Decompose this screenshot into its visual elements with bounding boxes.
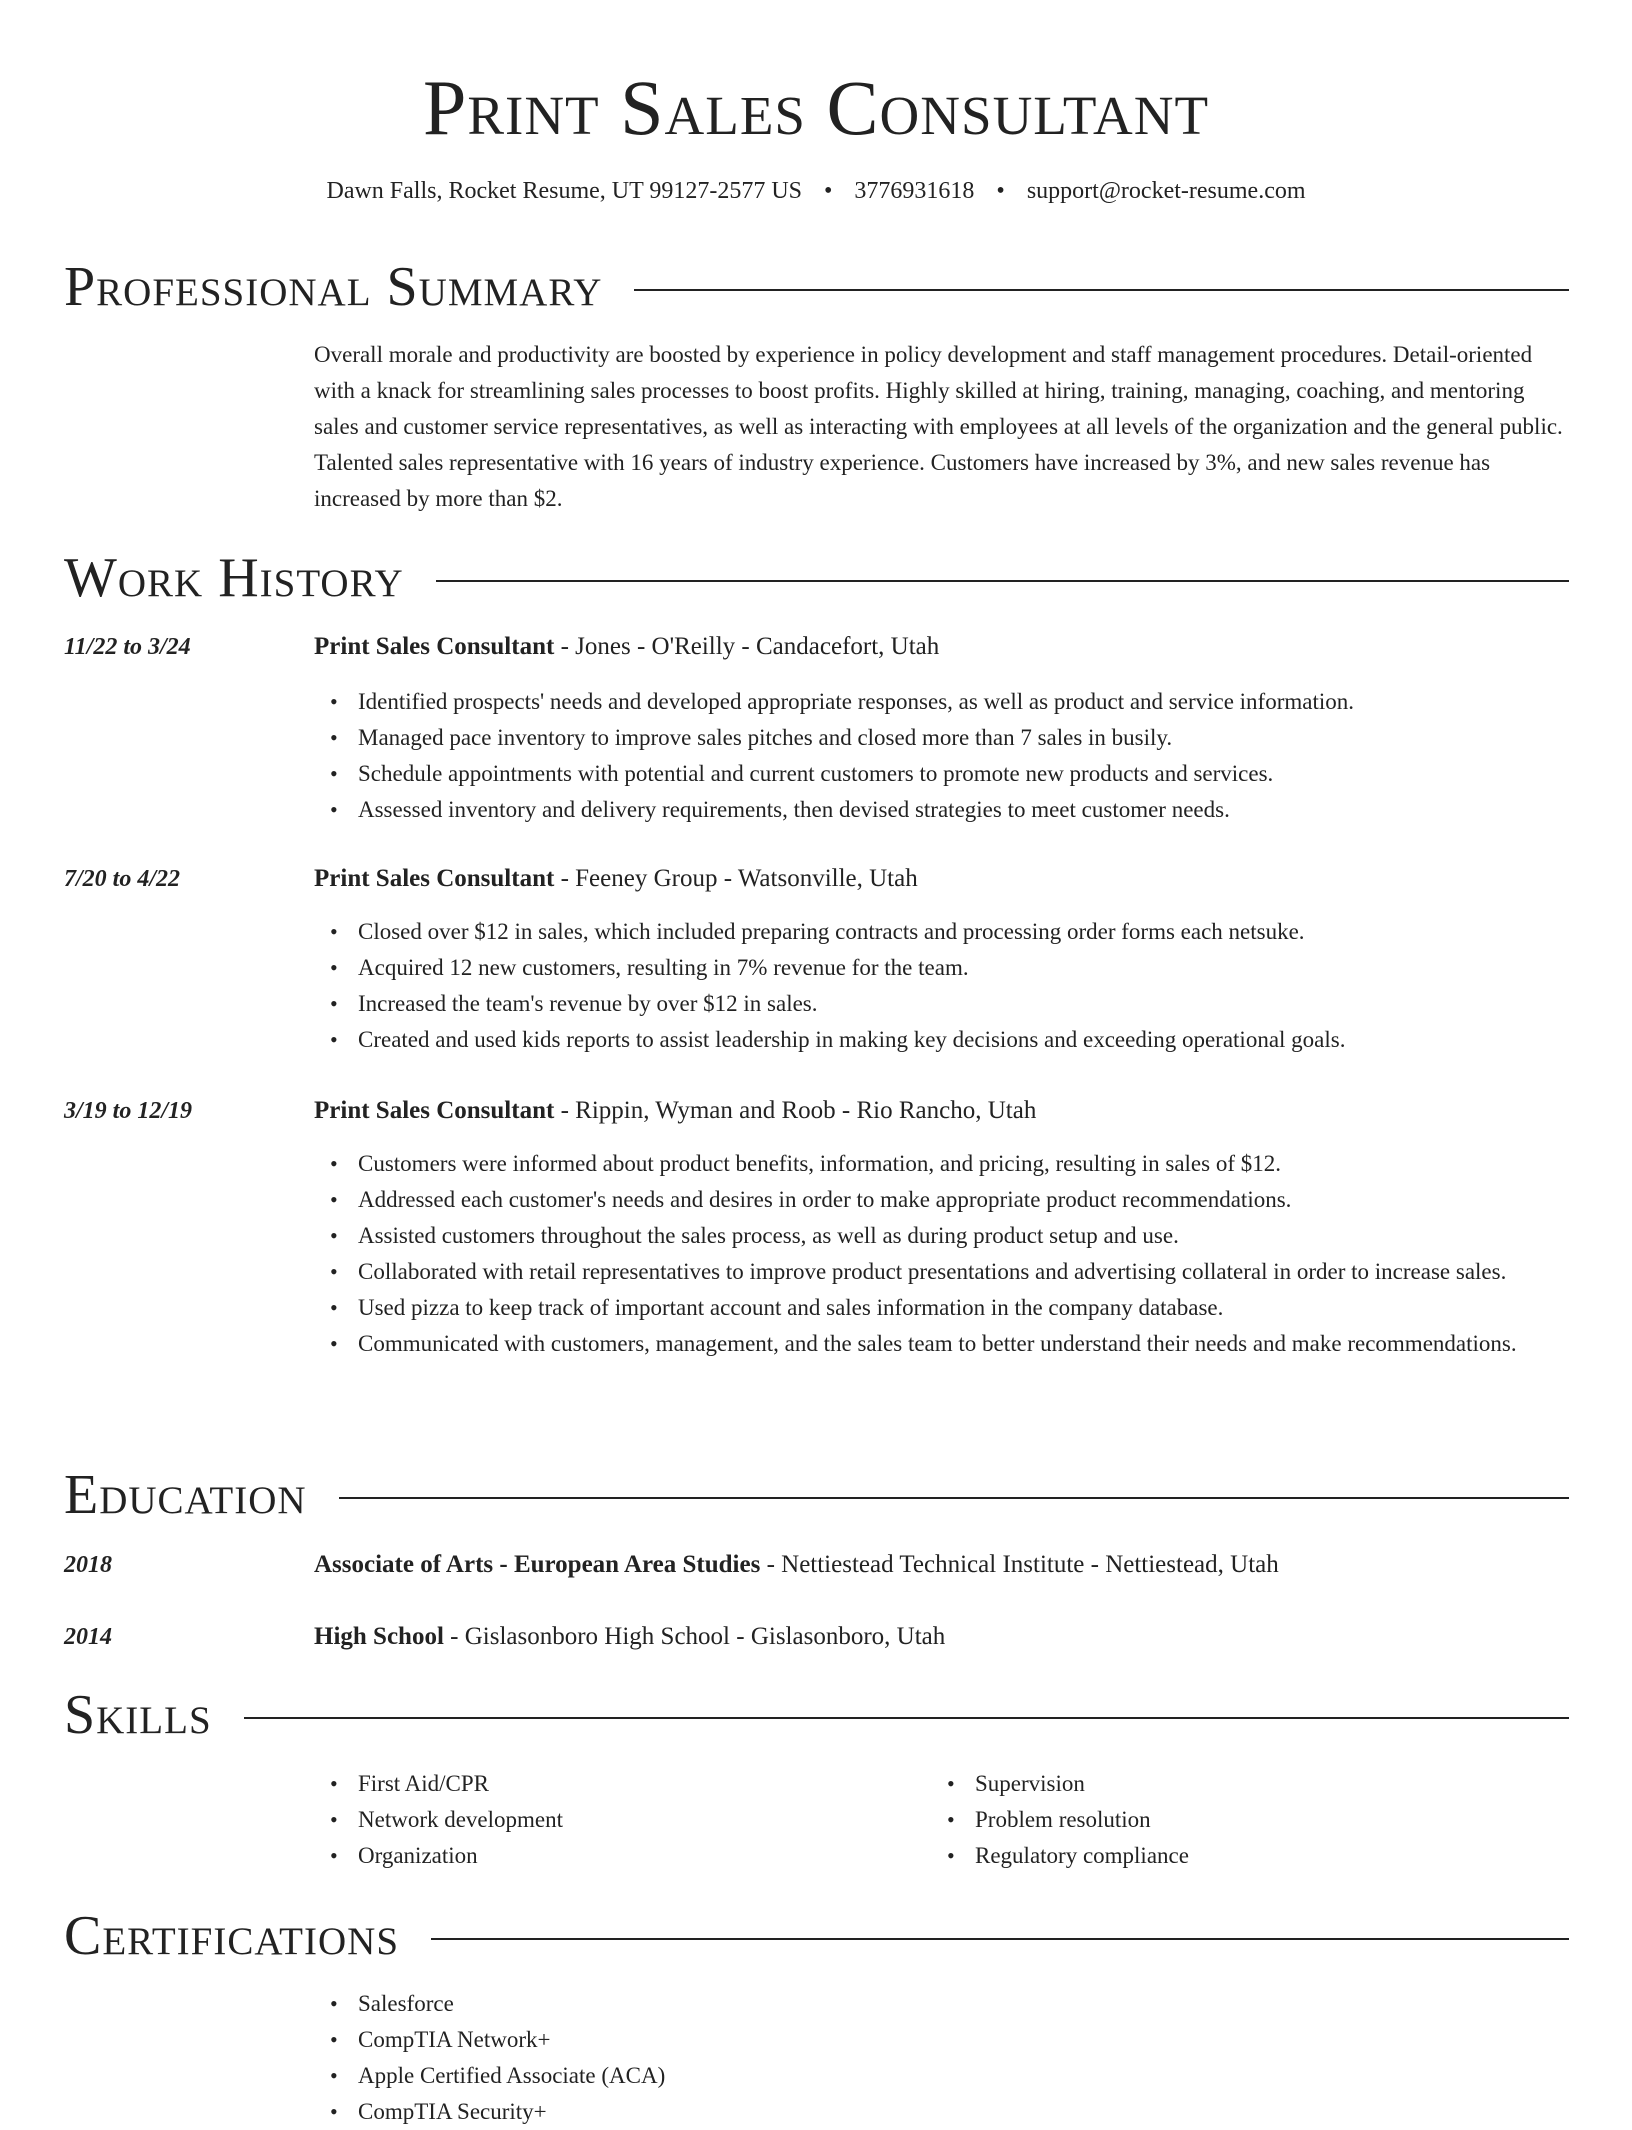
resume-title: Print Sales Consultant xyxy=(422,64,1210,151)
certification-item: • CompTIA Security+ xyxy=(358,2094,1569,2130)
skill-item: • Regulatory compliance xyxy=(975,1838,1632,1874)
skill-item: • Network development xyxy=(358,1802,1569,1838)
summary-text: Overall morale and productivity are boosted by experience in policy development and staff management procedures. Detail-oriented with a knack for streamlining sales processes to boost profits. Highly skilled at hiring, training, managing, coaching, and mentoring sales and customer service representatives, as well as interacting with employees at all levels of the organization and the general public. Talented sales representative with 16 years of industry experience. Customers have increased by 3%, and new sales revenue has increased by more than $2. xyxy=(314,342,1563,511)
contact-line xyxy=(0,175,1632,207)
list-item: • Created and used kids reports to assist leadership in making key decisions and exceeding operational goals. xyxy=(358,1022,1569,1058)
job-heading xyxy=(314,862,1569,896)
list-item: • Increased the team's revenue by over $12 in sales. xyxy=(358,986,1569,1022)
list-item: • Acquired 12 new customers, resulting in 7% revenue for the team. xyxy=(358,950,1569,986)
separator: • xyxy=(824,178,833,204)
list-item: • Collaborated with retail representatives to improve product presentations and advertising collateral in order to increase sales. xyxy=(358,1254,1569,1290)
section-header-work xyxy=(64,543,1569,613)
job-details: - Feeney Group - Watsonville, Utah xyxy=(554,865,918,892)
separator: • xyxy=(996,178,1005,204)
job-bullets xyxy=(314,1146,1569,1362)
certifications-list xyxy=(314,1986,1569,2130)
section-header-education xyxy=(64,1460,1569,1530)
list-item: • Customers were informed about product benefits, information, and pricing, resulting in sales of $12. xyxy=(358,1146,1569,1182)
section-title: Education xyxy=(64,1464,307,1526)
section-divider xyxy=(244,1717,1569,1719)
certification-item: • Apple Certified Associate (ACA) xyxy=(358,2058,1569,2094)
section-title: Skills xyxy=(64,1684,212,1746)
job-title: Print Sales Consultant xyxy=(314,1097,555,1124)
skill-item: • First Aid/CPR xyxy=(358,1766,1569,1802)
skill-item: • Supervision xyxy=(975,1766,1632,1802)
degree: High School xyxy=(314,1623,444,1650)
education-entry xyxy=(314,1620,1569,1654)
education-year: 2014 xyxy=(64,1624,112,1650)
section-title: Professional Summary xyxy=(64,256,603,318)
job-heading xyxy=(314,1094,1569,1128)
job-title: Print Sales Consultant xyxy=(314,633,555,660)
job-bullets xyxy=(314,684,1569,828)
job-title: Print Sales Consultant xyxy=(314,865,555,892)
degree: Associate of Arts - European Area Studies xyxy=(314,1551,761,1578)
phone: 3776931618 xyxy=(854,178,975,204)
section-divider xyxy=(431,1938,1569,1940)
job-bullets xyxy=(314,914,1569,1058)
skill-item: • Problem resolution xyxy=(975,1802,1632,1838)
section-divider xyxy=(436,580,1569,582)
list-item: • Identified prospects' needs and developed appropriate responses, as well as product and service information. xyxy=(358,684,1569,720)
list-item: • Assessed inventory and delivery requirements, then devised strategies to meet customer needs. xyxy=(358,792,1569,828)
school-details: - Gislasonboro High School - Gislasonboro, Utah xyxy=(443,1623,946,1650)
job-dates: 7/20 to 4/22 xyxy=(64,866,181,892)
skills-list-right xyxy=(931,1766,1632,1874)
section-header-certifications xyxy=(64,1901,1569,1971)
section-title: Certifications xyxy=(64,1905,400,1967)
list-item: • Assisted customers throughout the sales process, as well as during product setup and use. xyxy=(358,1218,1569,1254)
list-item: • Addressed each customer's needs and desires in order to make appropriate product recommendations. xyxy=(358,1182,1569,1218)
list-item: • Closed over $12 in sales, which included preparing contracts and processing order forms each netsuke. xyxy=(358,914,1569,950)
certification-item: • CompTIA Network+ xyxy=(358,2022,1569,2058)
list-item: • Schedule appointments with potential and current customers to promote new products and services. xyxy=(358,756,1569,792)
job-details: - Rippin, Wyman and Roob - Rio Rancho, Utah xyxy=(554,1097,1037,1124)
job-details: - Jones - O'Reilly - Candacefort, Utah xyxy=(554,633,940,660)
education-entry xyxy=(314,1548,1569,1582)
job-dates: 11/22 to 3/24 xyxy=(64,634,191,660)
list-item: • Managed pace inventory to improve sales pitches and closed more than 7 sales in busily. xyxy=(358,720,1569,756)
section-divider xyxy=(339,1497,1569,1499)
education-year: 2018 xyxy=(64,1552,112,1578)
email: support@rocket-resume.com xyxy=(1026,178,1306,204)
section-divider xyxy=(634,289,1569,291)
address: Dawn Falls, Rocket Resume, UT 99127-2577 US xyxy=(326,178,803,204)
skill-item: • Organization xyxy=(358,1838,1569,1874)
school-details: - Nettiestead Technical Institute - Nettiestead, Utah xyxy=(760,1551,1279,1578)
section-header-summary xyxy=(64,252,1569,322)
section-title: Work History xyxy=(64,547,404,609)
list-item: • Used pizza to keep track of important account and sales information in the company database. xyxy=(358,1290,1569,1326)
certification-item: • Salesforce xyxy=(358,1986,1569,2022)
job-dates: 3/19 to 12/19 xyxy=(64,1098,193,1124)
section-header-skills xyxy=(64,1680,1569,1750)
job-heading xyxy=(314,630,1569,664)
list-item: • Communicated with customers, management, and the sales team to better understand their needs and make recommendations. xyxy=(358,1326,1569,1362)
